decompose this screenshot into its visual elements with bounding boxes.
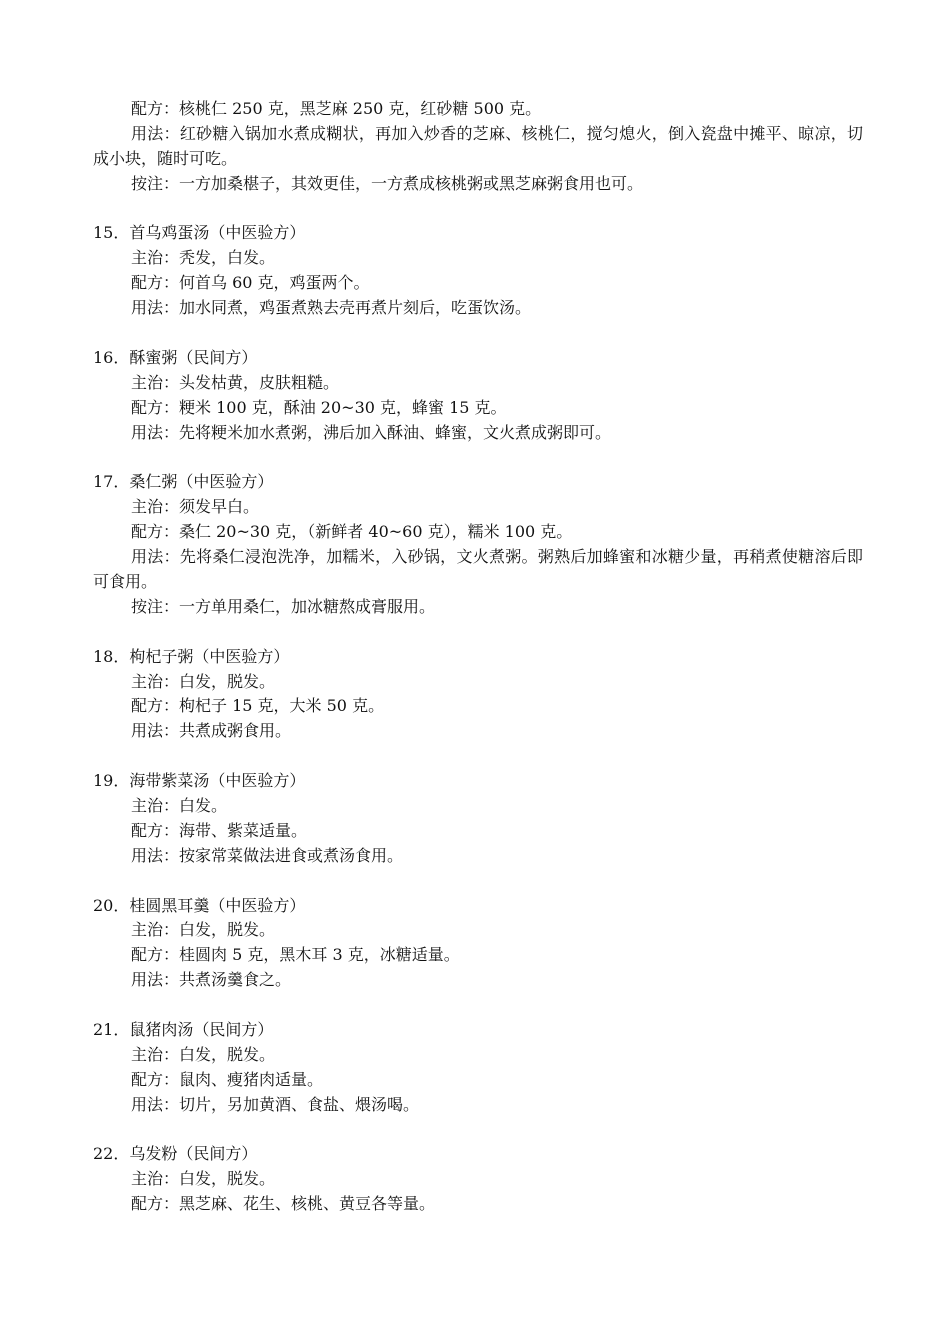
entry-number: 17．: [93, 472, 130, 492]
entry-indication: 主治：头发枯黄，皮肤粗糙。: [131, 372, 340, 392]
entry-title-text: 乌发粉（民间方）: [129, 1144, 258, 1164]
entry-title: [93, 346, 863, 371]
entry-title-text: 鼠猪肉汤（民间方）: [129, 1020, 274, 1040]
entry-title-text: 酥蜜粥（民间方）: [129, 347, 258, 367]
entry-number: 22．: [93, 1144, 130, 1164]
entry-number: 18．: [93, 646, 130, 666]
entry-recipe: 配方：粳米 100 克，酥油 20~30 克，蜂蜜 15 克。: [131, 397, 507, 417]
entry-usage: 用法：先将粳米加水煮粥，沸后加入酥油、蜂蜜，文火煮成粥即可。: [131, 422, 612, 442]
entry-usage: 用法：共煮成粥食用。: [131, 721, 292, 741]
entry-usage: 用法：切片，另加黄酒、食盐、煨汤喝。: [131, 1094, 420, 1114]
entry-number: 19．: [93, 771, 130, 791]
entry-title-text: 桑仁粥（中医验方）: [129, 472, 274, 492]
spacer: [93, 993, 863, 1018]
entry-number: 15．: [93, 223, 130, 243]
entry-title-text: 枸杞子粥（中医验方）: [129, 646, 290, 666]
entry-title: [93, 221, 863, 246]
entry-note: 按注：一方单用桑仁，加冰糖熬成膏服用。: [131, 596, 436, 616]
spacer: [93, 321, 863, 346]
entry-recipe: 配方：桑仁 20~30 克，（新鲜者 40~60 克），糯米 100 克。: [131, 522, 573, 542]
entry-recipe: 配方：何首乌 60 克，鸡蛋两个。: [131, 273, 370, 293]
entry-title: [93, 470, 863, 495]
entry-title: [93, 769, 863, 794]
entry-title: [93, 645, 863, 670]
entry-number: 16．: [93, 347, 130, 367]
entry-indication: 主治：白发，脱发。: [131, 671, 276, 691]
entry-number: 21．: [93, 1020, 130, 1040]
entry-indication: 主治：秃发，白发。: [131, 248, 276, 268]
spacer: [93, 1118, 863, 1143]
entry-usage: 用法：加水同煮，鸡蛋煮熟去壳再煮片刻后，吃蛋饮汤。: [131, 298, 532, 318]
entry-recipe: 配方：海带、紫菜适量。: [131, 820, 308, 840]
entry-indication: 主治：白发，脱发。: [131, 920, 276, 940]
entry-title-text: 桂圆黑耳羹（中医验方）: [129, 895, 306, 915]
entry-title: [93, 894, 863, 919]
entry-recipe: 配方：鼠肉、瘦猪肉适量。: [131, 1069, 324, 1089]
entry-recipe: 配方：黑芝麻、花生、核桃、黄豆各等量。: [131, 1194, 436, 1214]
intro-usage: 用法：红砂糖入锅加水煮成糊状，再加入炒香的芝麻、核桃仁，搅匀熄火，倒入瓷盘中摊平、晾凉，切成小块，随时可吃。: [93, 123, 863, 168]
spacer: [93, 197, 863, 222]
entry-number: 20．: [93, 895, 130, 915]
entry-indication: 主治：白发，脱发。: [131, 1169, 276, 1189]
entry-indication: 主治：白发，脱发。: [131, 1044, 276, 1064]
entry-usage: 用法：先将桑仁浸泡洗净，加糯米，入砂锅，文火煮粥。粥熟后加蜂蜜和冰糖少量，再稍煮使糖溶后即可食用。: [93, 547, 863, 591]
entry-title: [93, 1142, 863, 1167]
spacer: [93, 744, 863, 769]
entry-title-text: 首乌鸡蛋汤（中医验方）: [129, 223, 306, 243]
entry-indication: 主治：白发。: [131, 796, 228, 815]
intro-note: 按注：一方加桑椹子，其效更佳，一方煮成核桃粥或黑芝麻粥食用也可。: [131, 173, 644, 193]
entry-recipe: 配方：枸杞子 15 克，大米 50 克。: [131, 696, 385, 716]
entry-title-text: 海带紫菜汤（中医验方）: [129, 771, 306, 791]
spacer: [93, 869, 863, 894]
intro-recipe: 配方：核桃仁 250 克，黑芝麻 250 克，红砂糖 500 克。: [131, 99, 542, 118]
entry-title: [93, 1018, 863, 1043]
entry-recipe: 配方：桂圆肉 5 克，黑木耳 3 克，冰糖适量。: [131, 945, 460, 965]
entry-usage: 用法：共煮汤羹食之。: [131, 970, 292, 990]
spacer: [93, 446, 863, 471]
entry-usage: 用法：按家常菜做法进食或煮汤食用。: [131, 845, 404, 865]
spacer: [93, 620, 863, 645]
document-page: [93, 97, 863, 1217]
entry-indication: 主治：须发早白。: [131, 497, 260, 517]
